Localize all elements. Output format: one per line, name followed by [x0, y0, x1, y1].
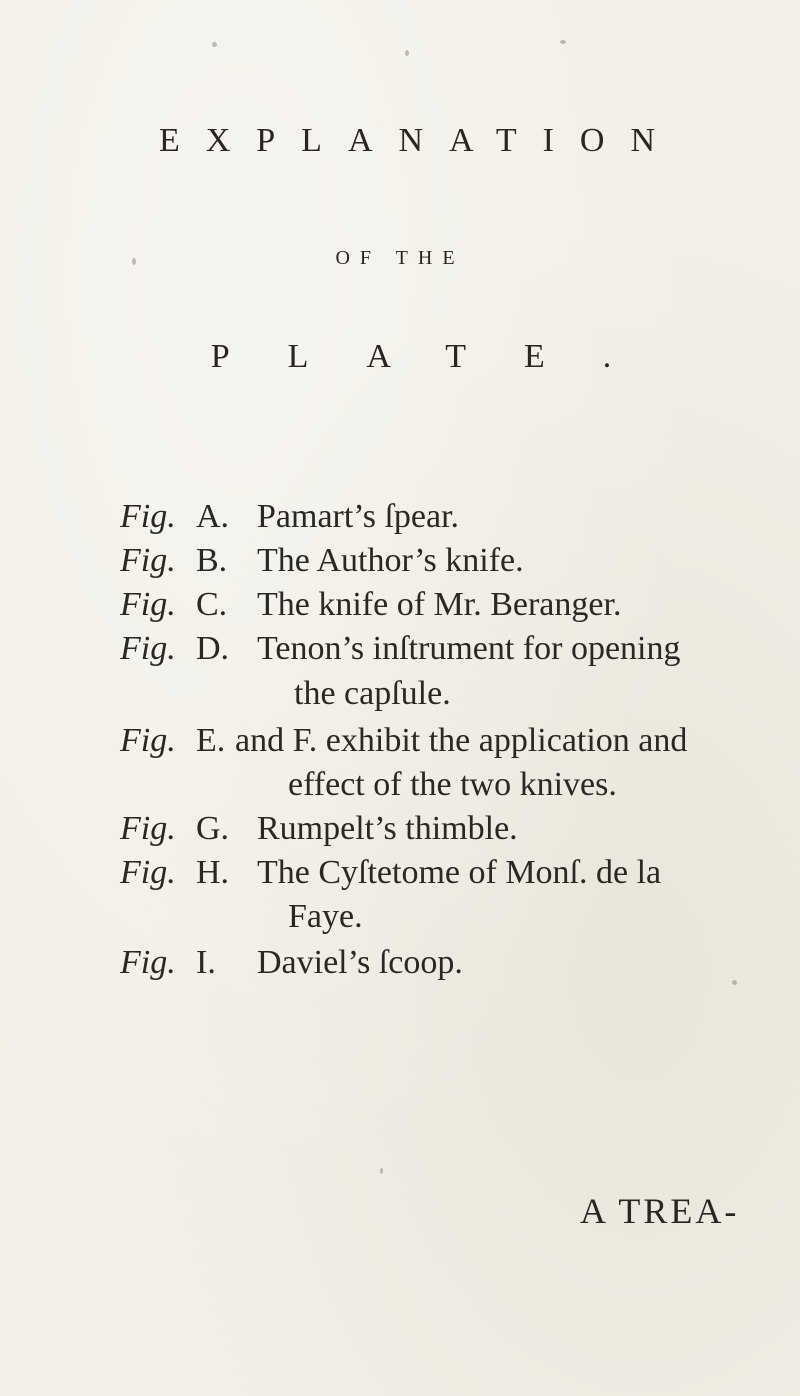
paper-speck — [732, 980, 737, 985]
fig-label: Fig. — [120, 586, 176, 623]
fig-label: Fig. — [120, 630, 176, 667]
fig-letter: A. — [196, 498, 230, 535]
fig-description-continuation: Faye. — [288, 898, 363, 935]
heading-of-the: OF THE — [335, 247, 465, 269]
fig-description-continuation: the capſule. — [294, 675, 451, 712]
fig-description: and F. exhibit the application and — [235, 722, 688, 759]
fig-letter: D. — [196, 630, 230, 667]
heading-explanation: EXPLANATION — [158, 122, 682, 159]
fig-letter: G. — [196, 810, 230, 847]
paper-speck — [405, 50, 409, 56]
catchword: A TREA- — [580, 1191, 740, 1231]
fig-label: Fig. — [120, 542, 176, 579]
fig-label: Fig. — [120, 722, 176, 759]
paper-speck — [212, 42, 217, 47]
fig-description: Daviel’s ſcoop. — [257, 944, 463, 981]
fig-letter: E. — [196, 722, 226, 759]
fig-description: The Cyſtetome of Monſ. de la — [257, 854, 662, 891]
paper-speck — [380, 1168, 383, 1174]
fig-label: Fig. — [120, 854, 176, 891]
fig-description: Pamart’s ſpear. — [257, 498, 460, 535]
fig-letter: I. — [196, 944, 216, 981]
fig-letter: C. — [196, 586, 228, 623]
fig-description: Tenon’s inſtrument for opening — [257, 630, 681, 667]
paper-speck — [560, 40, 566, 44]
fig-label: Fig. — [120, 944, 176, 981]
fig-label: Fig. — [120, 810, 176, 847]
fig-description: The knife of Mr. Beranger. — [257, 586, 622, 623]
fig-description: Rumpelt’s thimble. — [257, 810, 518, 847]
fig-letter: B. — [196, 542, 228, 579]
fig-letter: H. — [196, 854, 230, 891]
heading-plate: PLATE. — [210, 338, 670, 375]
fig-description-continuation: effect of the two knives. — [288, 766, 617, 803]
fig-label: Fig. — [120, 498, 176, 535]
fig-description: The Author’s knife. — [257, 542, 524, 579]
